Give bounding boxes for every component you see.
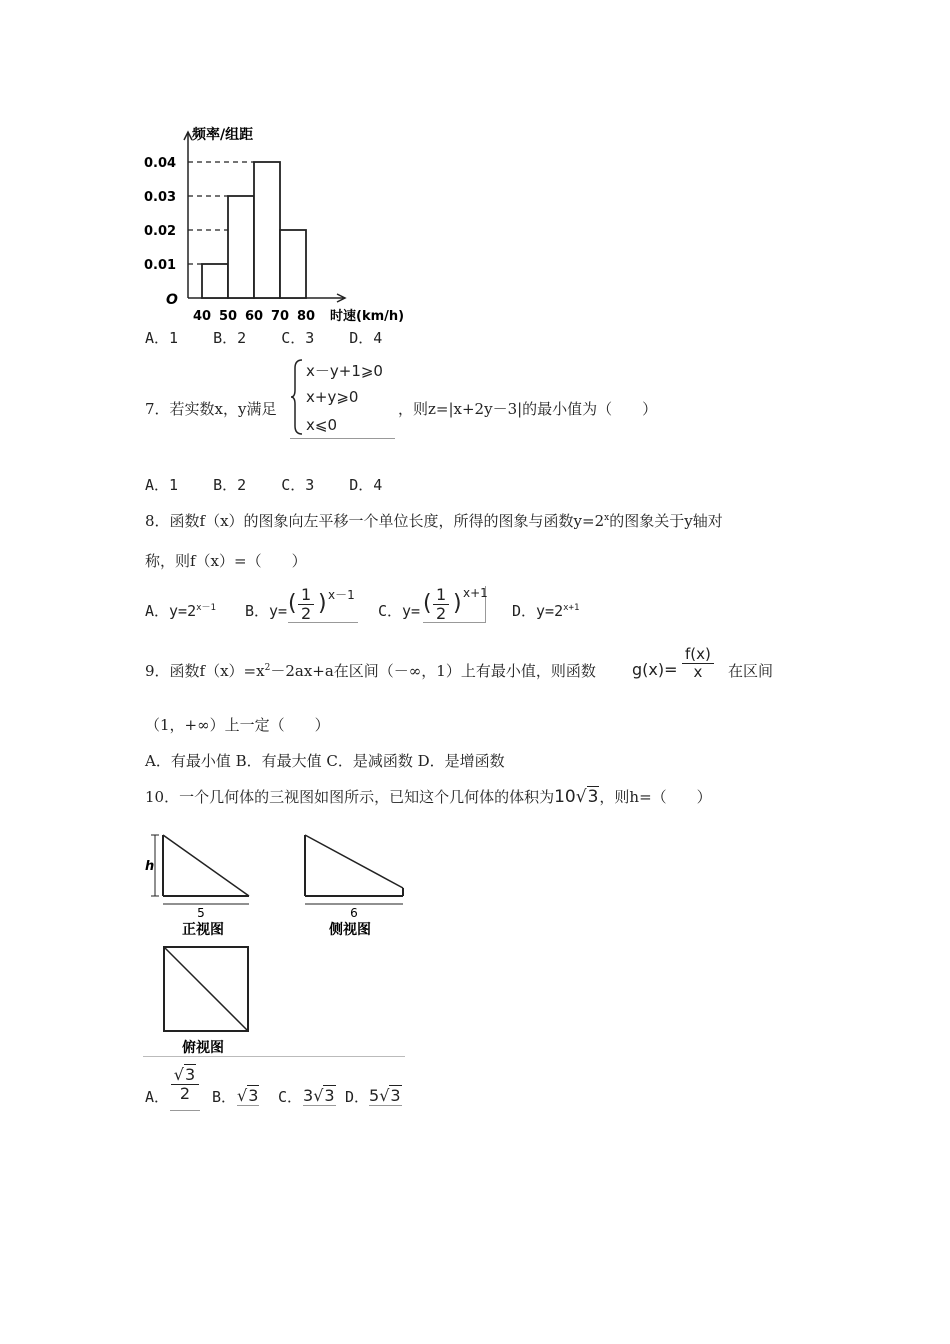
q7-prefix: 7．若实数x，y满足	[145, 400, 277, 418]
x-tick-label: 80	[296, 309, 316, 324]
x-tick-label: 40	[192, 309, 212, 324]
q7-option-b[interactable]: B．2	[213, 476, 247, 494]
y-tick-label: 0.01	[144, 258, 177, 273]
q6-option-b[interactable]: B．2	[213, 329, 247, 347]
q10-volume: 10√3	[554, 787, 599, 807]
origin-label: O	[166, 292, 178, 308]
q10-text-a: 10．一个几何体的三视图如图所示，已知这个几何体的体积为	[145, 788, 555, 806]
q9-text-a: 9．函数f（x）=x	[145, 662, 265, 680]
front-dim-label: 5	[197, 906, 205, 920]
three-views-svg	[143, 828, 405, 1056]
side-view	[305, 835, 403, 938]
q8-option-c-formula: ( $\frac{1}{2}$ ) x+1	[423, 585, 488, 623]
q6-option-a[interactable]: A．1	[145, 329, 179, 347]
histogram-bar	[228, 196, 254, 298]
q10-option-c-formula: 3√3	[303, 1086, 335, 1105]
front-view	[145, 835, 249, 938]
q8-text-b: 的图象关于y轴对	[609, 512, 723, 530]
q7-condition-3: x⩽0	[306, 416, 337, 434]
x-axis-label: 时速(km/h)	[330, 309, 405, 324]
y-tick-label: 0.03	[144, 190, 177, 205]
q6-option-c[interactable]: C．3	[281, 329, 315, 347]
q7-suffix: ，则z=|x+2y－3|的最小值为（ ）	[398, 400, 658, 418]
q8-option-c[interactable]: C．y=	[378, 602, 421, 620]
q10-line	[145, 786, 712, 807]
q8-sup: x	[604, 513, 610, 523]
q6-options	[145, 327, 408, 348]
q8-line-1	[145, 510, 723, 531]
y-tick-label: 0.04	[144, 156, 177, 171]
q8-option-a[interactable]: A．$y=2^{x-1}$	[145, 602, 216, 620]
q9-sup: 2	[264, 663, 271, 673]
x-tick-label: 50	[218, 309, 238, 324]
q9-text-c: 在区间	[728, 662, 774, 680]
histogram-figure	[140, 120, 410, 334]
q7-option-c[interactable]: C．3	[281, 476, 315, 494]
q10-option-c[interactable]: C．	[278, 1088, 303, 1106]
histogram-bar	[202, 264, 228, 298]
q9-options[interactable]: A．有最小值 B．有最大值 C．是减函数 D．是增函数	[145, 752, 505, 770]
q7-option-d[interactable]: D．4	[349, 476, 383, 494]
q7-brace-icon	[290, 358, 304, 436]
top-view-label: 俯视图	[182, 1040, 224, 1056]
y-tick-label: 0.02	[144, 224, 177, 239]
q10-option-a-formula: $\frac{√3}{2}$	[170, 1066, 200, 1111]
histogram-bar	[254, 162, 280, 298]
q10-option-d-formula: 5√3	[369, 1086, 401, 1105]
q7-options	[145, 474, 408, 495]
q8-option-d[interactable]: D．$y=2^{x+1}$	[512, 602, 580, 620]
q9-line-1	[145, 660, 596, 681]
side-dim-label: 6	[350, 906, 358, 920]
q10-option-d[interactable]: D．	[345, 1088, 370, 1106]
q10-option-b-formula: √3	[237, 1086, 259, 1105]
q10-options	[145, 1066, 415, 1116]
q8-option-b[interactable]: B．y=	[245, 602, 288, 620]
q7-question	[145, 398, 276, 419]
histogram-chart	[140, 120, 410, 330]
q10-option-a[interactable]: A．	[145, 1088, 170, 1106]
q7-condition-2: x+y⩾0	[306, 388, 359, 406]
histogram-bar	[280, 230, 306, 298]
q8-option-b-formula: ( $\frac{1}{2}$ ) x－1	[288, 586, 358, 623]
q8-line-2: 称，则f（x）=（ ）	[145, 552, 307, 570]
q7-condition-1: x－y+1⩾0	[306, 362, 383, 380]
q9-line-2: （1，+∞）上一定（ ）	[145, 716, 330, 734]
x-tick-label: 70	[270, 309, 290, 324]
q7-option-a[interactable]: A．1	[145, 476, 179, 494]
q10-text-b: ，则h=（ ）	[599, 788, 712, 806]
top-view	[164, 947, 248, 1056]
three-views-figure	[143, 828, 405, 1057]
front-view-label: 正视图	[182, 922, 224, 938]
front-h-label: h	[145, 859, 155, 874]
q6-option-d[interactable]: D．4	[349, 329, 383, 347]
side-view-label: 侧视图	[329, 922, 371, 938]
q9-text-b: －2ax+a在区间（－∞，1）上有最小值，则函数	[270, 662, 596, 680]
x-tick-label: 60	[244, 309, 264, 324]
q7-system	[290, 358, 395, 439]
q8-text-a: 8．函数f（x）的图象向左平移一个单位长度，所得的图象与函数y=2	[145, 512, 605, 530]
q10-option-b[interactable]: B．	[212, 1088, 237, 1106]
y-axis-label: 频率/组距	[192, 127, 254, 143]
